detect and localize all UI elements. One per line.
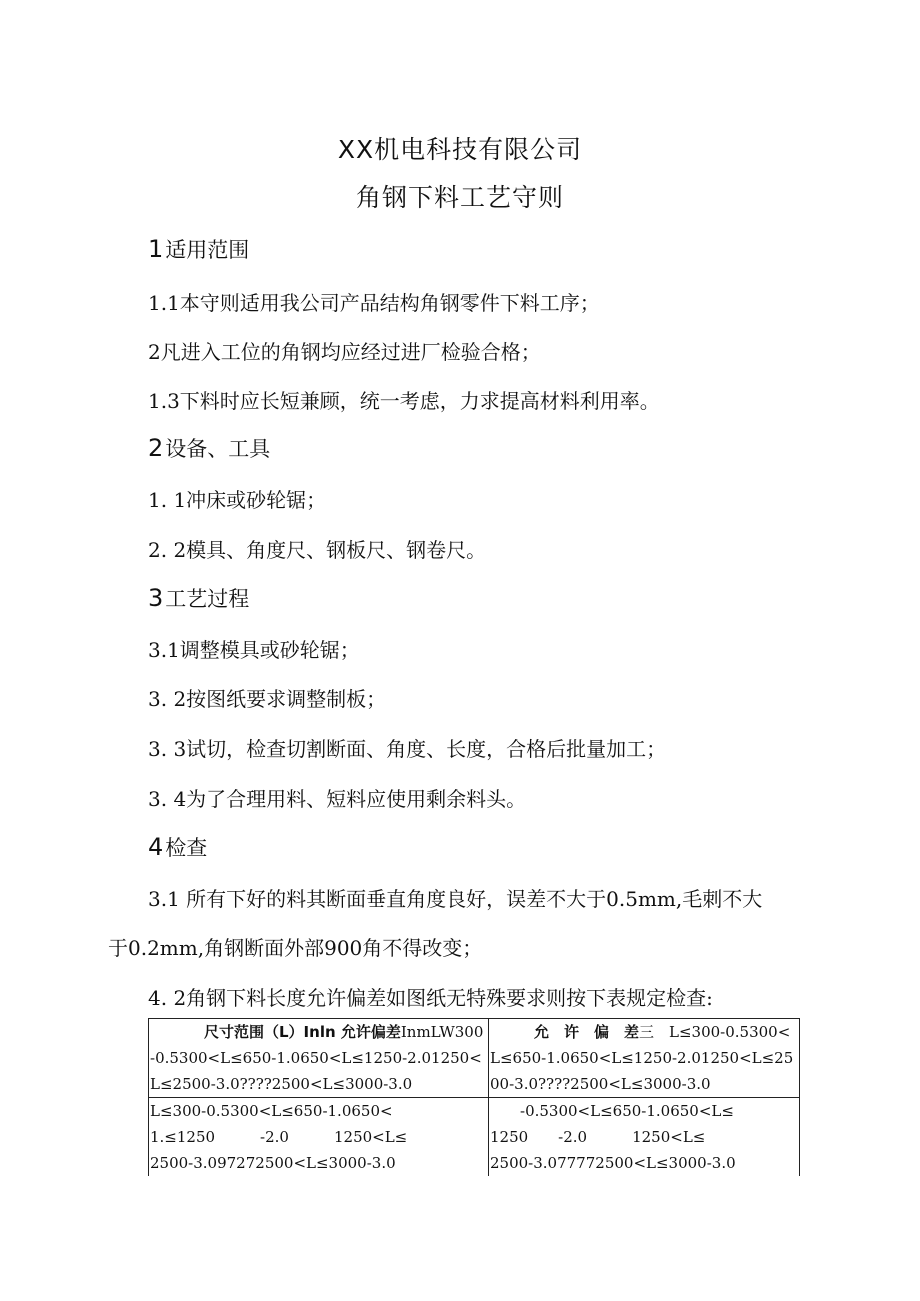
- section-heading-4: [148, 832, 207, 862]
- table-cell: [149, 1019, 489, 1098]
- cell-line: 2500-3.097272500<L≤3000-3.0: [150, 1154, 396, 1172]
- paragraph: 3. 3试切，检查切割断面、角度、长度，合格后批量加工；: [148, 737, 667, 761]
- cell-line: 1.≤1250 -2.0 1250<L≤: [150, 1128, 408, 1146]
- paragraph: 1.3下料时应长短兼顾，统一考虑，力求提高材料利用率。: [148, 389, 660, 413]
- paragraph: 3.1 所有下好的料其断面垂直角度良好，误差不大于0.5mm,毛刺不大: [148, 887, 763, 911]
- cell-line: 1250 -2.0 1250<L≤: [490, 1128, 706, 1146]
- table-row: [149, 1098, 800, 1177]
- column-header: 允 许 偏 差: [534, 1023, 640, 1041]
- paragraph: 于0.2mm,角钢断面外部900角不得改变；: [108, 936, 483, 960]
- section-number: 1: [148, 235, 164, 263]
- document-title: 角钢下料工艺守则: [355, 183, 564, 212]
- table-cell: [149, 1098, 489, 1177]
- table-cell: [489, 1019, 800, 1098]
- section-number: 3: [148, 584, 164, 612]
- company-name: XX机电科技有限公司: [337, 135, 583, 164]
- tolerance-table: [148, 1018, 800, 1176]
- column-header: 尺寸范围（L）Inln 允许偏差: [204, 1023, 401, 1041]
- paragraph: 2. 2模具、角度尺、钢板尺、钢卷尺。: [148, 538, 487, 562]
- cell-text: InmLW300-0.5300<L≤650-1.0650<L≤1250-2.01250<L≤2500-3.0????2500<L≤3000-3.0: [150, 1023, 484, 1093]
- section-title: 设备、工具: [165, 437, 271, 461]
- cell-line: L≤300-0.5300<L≤650-1.0650<: [150, 1102, 393, 1120]
- section-heading-2: [148, 433, 270, 463]
- section-number: 2: [148, 434, 164, 462]
- section-heading-1: [148, 234, 249, 264]
- paragraph: 3. 4为了合理用料、短料应使用剩余料头。: [148, 787, 527, 811]
- cell-text: 三 L≤300-0.5300<L≤650-1.0650<L≤1250-2.01250<L≤2500-3.0????2500<L≤3000-3.0: [490, 1023, 794, 1093]
- paragraph: 4. 2角钢下料长度允许偏差如图纸无特殊要求则按下表规定检查:: [148, 986, 713, 1010]
- cell-line: -0.5300<L≤650-1.0650<L≤: [490, 1102, 734, 1120]
- table-row: [149, 1019, 800, 1098]
- paragraph: 3.1调整模具或砂轮锯；: [148, 638, 360, 662]
- table-cell: [489, 1098, 800, 1177]
- cell-line: 2500-3.077772500<L≤3000-3.0: [490, 1154, 736, 1172]
- section-title: 工艺过程: [165, 587, 250, 611]
- section-title: 适用范围: [165, 238, 250, 262]
- paragraph: 2凡进入工位的角钢均应经过进厂检验合格；: [148, 340, 541, 364]
- paragraph: 1. 1冲床或砂轮锯；: [148, 488, 327, 512]
- paragraph: 3. 2按图纸要求调整制板；: [148, 687, 387, 711]
- paragraph: 1.1本守则适用我公司产品结构角钢零件下料工序；: [148, 291, 600, 315]
- section-heading-3: [148, 583, 249, 613]
- section-number: 4: [148, 833, 164, 861]
- section-title: 检查: [165, 836, 208, 860]
